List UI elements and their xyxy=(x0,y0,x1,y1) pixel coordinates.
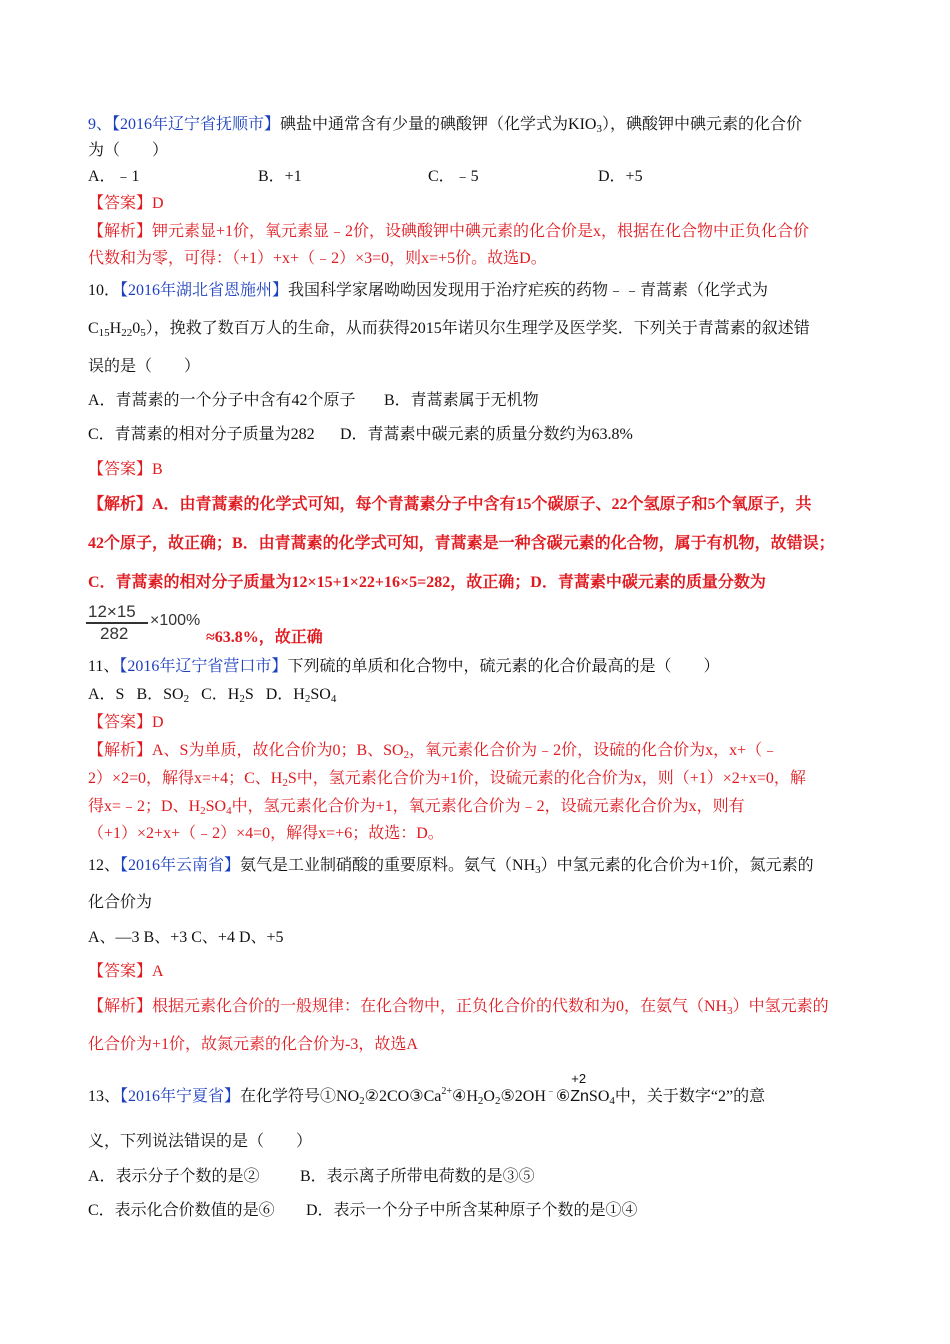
q13-t6-sub: 4 xyxy=(609,1095,615,1107)
q11-option-a: A．S xyxy=(88,686,125,703)
q9-text-a: 碘盐中通常含有少量的碘酸钾（化学式为KIO xyxy=(280,116,597,133)
q11-analysis-line3 xyxy=(88,797,745,821)
q12-number: 12、 xyxy=(88,857,121,874)
q10-option-a: A．青蒿素的一个分子中含有42个原子 xyxy=(88,392,356,409)
q11-option-d-mid: SO xyxy=(310,686,331,703)
q12-text-a: 氨气是工业制硝酸的重要原料。氨气（NH xyxy=(240,857,536,874)
q11-stem xyxy=(88,657,719,677)
q11-option-d-sub2: 4 xyxy=(330,693,337,705)
q10-stem-line2 xyxy=(88,319,810,343)
q11-option-d: D．H xyxy=(265,686,305,703)
q9-stem-line1 xyxy=(88,115,802,139)
q13-t3: ④H xyxy=(451,1088,478,1105)
q9-number: 9、 xyxy=(88,116,113,133)
q10-fraction-image xyxy=(86,602,210,643)
q13-t3-sub2: 2 xyxy=(494,1095,501,1107)
q13-zn-valence: +2 xyxy=(571,1071,587,1086)
q13-option-b: B．表示离子所带电荷数的是③⑤ xyxy=(300,1168,535,1185)
q13-option-a: A．表示分子个数的是② xyxy=(88,1168,260,1185)
q9-option-c: C．﹣5 xyxy=(428,168,479,185)
q9-answer: 【答案】D xyxy=(88,195,164,212)
q9-analysis-line1: 【解析】钾元素显+1价，氧元素显﹣2价，设碘酸钾中碘元素的化合价是x，根据在化合物中正负化合价 xyxy=(88,223,810,240)
q13-option-d: D．表示一个分子中所含某种原子个数的是①④ xyxy=(306,1202,638,1219)
q11-option-d-sub1: 2 xyxy=(304,693,311,705)
q11-option-b: B．SO xyxy=(136,686,184,703)
fraction-denominator: 282 xyxy=(100,624,129,643)
q12-analysis-line1 xyxy=(88,997,829,1021)
q9-analysis-line2: 代数和为零，可得：（+1）+x+（﹣2）×3=0，则x=+5价。故选D。 xyxy=(88,250,547,267)
q13-t3-sub1: 2 xyxy=(477,1095,484,1107)
q11-source-tag: 【2016年辽宁省营口市】 xyxy=(119,658,288,675)
q10-source-tag: 【2016年湖北省恩施州】 xyxy=(120,282,289,299)
q13-stem-line2: 义，下列说法错误的是（ ） xyxy=(88,1133,313,1150)
q12-answer: 【答案】A xyxy=(88,963,164,980)
q11-a1-p1: 【解析】A、S为单质，故化合价为0；B、SO xyxy=(88,742,404,759)
q11-analysis-line2 xyxy=(88,769,806,793)
q10-formula-o-sub: 5 xyxy=(140,327,146,339)
q13-option-c: C．表示化合价数值的是⑥ xyxy=(88,1202,275,1219)
q11-a1-sub: 2 xyxy=(403,749,410,761)
q10-answer: 【答案】B xyxy=(88,461,163,478)
q13-t3-mid: O xyxy=(483,1088,495,1105)
q12-options: A、—3 B、+3 C、+4 D、+5 xyxy=(88,929,284,946)
q11-analysis-line4: （+1）×2+x+（﹣2）×4=0，解得x=+6；故选：D。 xyxy=(88,825,444,842)
q11-a3-p3: 中，氢元素化合价为+1，氧元素化合价为﹣2，设硫元素化合价为x，则有 xyxy=(231,798,745,815)
q11-answer: 【答案】D xyxy=(88,714,164,731)
q11-a2-sub: 2 xyxy=(282,777,288,789)
q13-t4: ⑤2OH xyxy=(500,1088,546,1105)
q10-formula-c-sub: 15 xyxy=(98,327,110,339)
q13-t1-sub: 2 xyxy=(359,1095,365,1107)
q10-option-c: C．青蒿素的相对分子质量为282 xyxy=(88,426,315,443)
q12-stem-line1 xyxy=(88,856,814,880)
q10-text: 我国科学家屠呦呦因发现用于治疗疟疾的药物﹣﹣青蒿素（化学式为 xyxy=(288,282,769,299)
q10-formula-h: H xyxy=(109,320,122,337)
q13-t2-sup: 2+ xyxy=(441,1086,452,1097)
q11-option-c-sub: 2 xyxy=(239,693,245,705)
q10-stem-line1 xyxy=(88,281,768,301)
q13-t2: ②2CO③Ca xyxy=(364,1088,442,1105)
q10-analysis-line1: 【解析】A．由青蒿素的化学式可知，每个青蒿素分子中含有15个碳原子、22个氢原子和5个氧原子，共 xyxy=(88,496,812,513)
q11-text: 下列硫的单质和化合物中，硫元素的化合价最高的是（ ） xyxy=(287,658,720,675)
q13-t4-sup: ﹣ xyxy=(545,1086,556,1097)
q13-stem-line1 xyxy=(88,1071,766,1111)
q12-analysis-line2: 化合价为+1价，故氮元素的化合价为-3，故选A xyxy=(88,1036,418,1053)
q11-a3-p1: 得x=﹣2；D、H xyxy=(88,798,201,815)
q10-formula-c: C xyxy=(88,320,99,337)
q10-formula-o: 0 xyxy=(132,320,141,337)
q9-options xyxy=(88,167,643,187)
q10-analysis-line3: C．青蒿素的相对分子质量为12×15+1×22+16×5=282，故正确；D．青蒿素中碳元素的质量分数为 xyxy=(88,574,766,591)
q13-t1: 在化学符号①NO xyxy=(240,1088,360,1105)
q13-zn-with-valence xyxy=(570,1071,589,1107)
q11-option-c: C．H xyxy=(201,686,240,703)
q9-option-b: B．+1 xyxy=(258,168,302,185)
q9-option-a: A．﹣1 xyxy=(88,168,140,185)
q9-option-d: D．+5 xyxy=(598,168,643,185)
q12-text-sub: 3 xyxy=(535,864,541,876)
q11-number: 11、 xyxy=(88,658,120,675)
q10-formula-h-sub: 22 xyxy=(121,327,133,339)
q11-a3-sub1: 2 xyxy=(200,805,206,817)
q11-a2-p1: 2）×2=0，解得x=+4；C、H xyxy=(88,770,283,787)
q13-number: 13、 xyxy=(88,1088,121,1105)
q9-stem-line2: 为（ ） xyxy=(88,142,169,159)
q13-zn: Zn xyxy=(570,1088,589,1105)
q12-stem-line2: 化合价为 xyxy=(88,894,153,911)
q13-options-ab xyxy=(88,1167,535,1187)
q13-source-tag: 【2016年宁夏省】 xyxy=(120,1088,241,1105)
q10-analysis-line2: 42个原子，故正确；B．由青蒿素的化学式可知，青蒿素是一种含碳元素的化合物，属于有机物，故错误； xyxy=(88,535,835,552)
q12-source-tag: 【2016年云南省】 xyxy=(120,857,241,874)
q11-options xyxy=(88,685,336,709)
q12-a1-p2: ）中氢元素的 xyxy=(732,998,829,1015)
q13-options-cd xyxy=(88,1201,638,1221)
q10-analysis-line4: ≈63.8%，故正确 xyxy=(206,629,323,646)
q10-option-b: B．青蒿素属于无机物 xyxy=(384,392,539,409)
fraction-numerator: 12×15 xyxy=(88,602,136,621)
q11-a3-p2: SO xyxy=(205,798,227,815)
q11-a3-sub2: 4 xyxy=(226,805,232,817)
q11-analysis-line1 xyxy=(88,741,778,765)
q12-text-b: ）中氢元素的化合价为+1价，氮元素的 xyxy=(540,857,814,874)
q10-options-ab xyxy=(88,391,539,411)
q11-option-c-tail: S xyxy=(244,686,254,703)
q10-stem-line3: 误的是（ ） xyxy=(88,358,201,375)
q10-text2: ），挽救了数百万人的生命，从而获得2015年诺贝尔生理学及医学奖．下列关于青蒿素的叙述错 xyxy=(145,320,810,337)
q9-source-tag: 【2016年辽宁省抚顺市】 xyxy=(112,116,281,133)
q11-option-b-sub: 2 xyxy=(183,693,190,705)
q10-option-d: D．青蒿素中碳元素的质量分数约为63.8% xyxy=(340,426,633,443)
q12-a1-sub: 3 xyxy=(727,1005,733,1017)
q10-options-cd xyxy=(88,425,633,445)
q11-a2-p2: S中，氢元素化合价为+1价，设硫元素的化合价为x，则（+1）×2+x=0，解 xyxy=(287,770,806,787)
q10-number: 10． xyxy=(88,282,121,299)
q11-a1-p2: ，氧元素化合价为﹣2价，设硫的化合价为x，x+（﹣ xyxy=(409,742,779,759)
fraction-multiplier: ×100% xyxy=(150,612,201,629)
q13-t6: SO xyxy=(588,1088,610,1105)
q13-t7: 中，关于数字“2”的意 xyxy=(614,1088,766,1105)
q9-text-b: ），碘酸钾中碘元素的化合价 xyxy=(601,116,802,133)
q9-sub: 3 xyxy=(596,123,602,135)
q12-a1-p1: 【解析】根据元素化合价的一般规律：在化合物中，正负化合价的代数和为0，在氨气（NH xyxy=(88,998,728,1015)
q13-t5: ⑥ xyxy=(555,1088,571,1105)
